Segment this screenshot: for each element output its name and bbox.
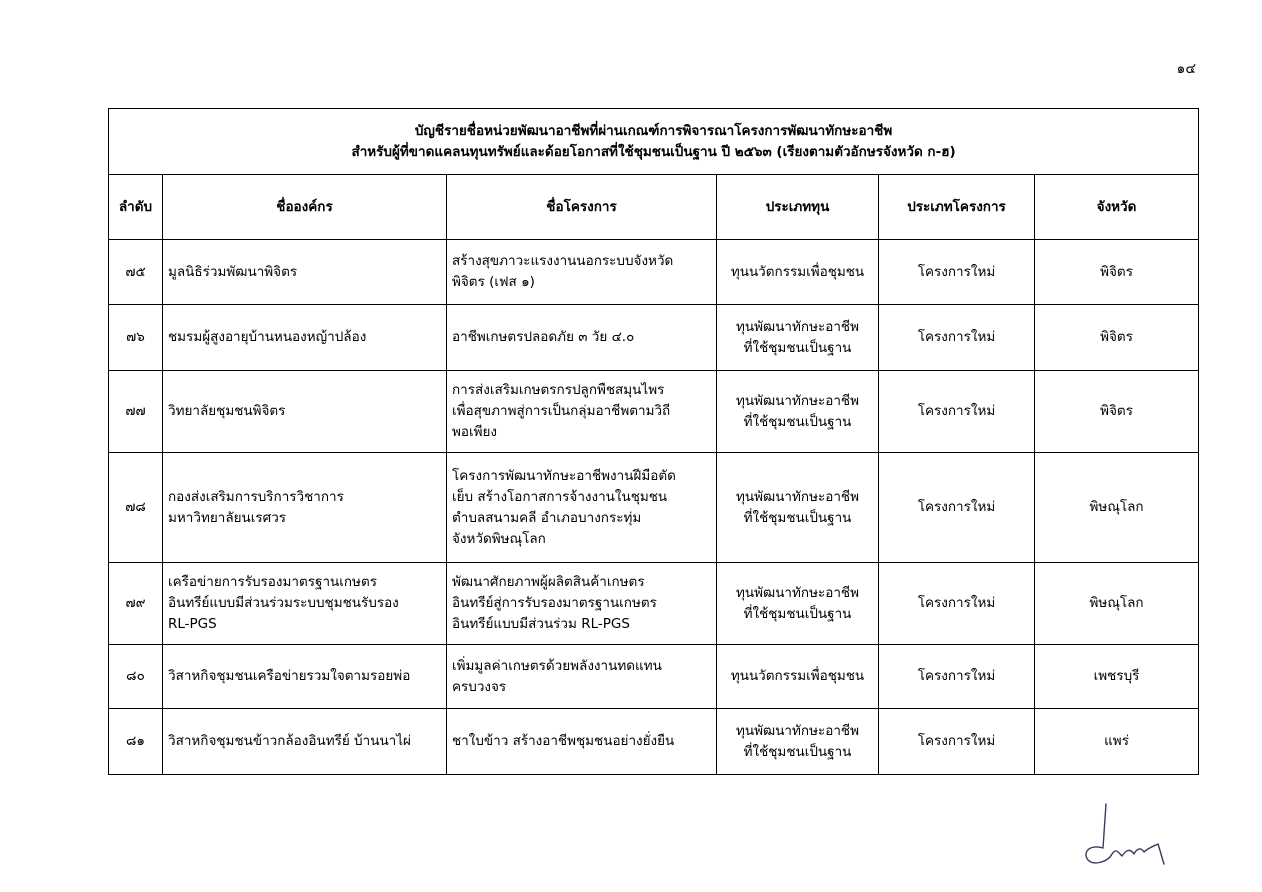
fund-type-line: ทุนนวัตกรรมเพื่อชุมชน [730, 668, 865, 684]
project-name-line: อินทรีย์สู่การรับรองมาตรฐานเกษตร [452, 595, 657, 611]
project-name-line: อาชีพเกษตรปลอดภัย ๓ วัย ๔.๐ [452, 329, 635, 345]
table-row [109, 563, 1199, 645]
project-name-line: เพื่อสุขภาพสู่การเป็นกลุ่มอาชีพตามวิถี [452, 403, 671, 419]
title-row [109, 109, 1199, 175]
table-row [109, 371, 1199, 453]
project-name-line: พิจิตร (เฟส ๑) [452, 274, 535, 290]
header-row [109, 175, 1199, 240]
fund-type-line: ทุนนวัตกรรมเพื่อชุมชน [730, 263, 865, 280]
table-title [109, 109, 1199, 175]
project-type: โครงการใหม่ [879, 453, 1035, 563]
project-name [447, 305, 717, 371]
table-row [109, 645, 1199, 709]
org-name-line: มูลนิธิร่วมพัฒนาพิจิตร [168, 263, 298, 280]
org-name-line: อินทรีย์แบบมีส่วนร่วมระบบชุมชนรับรอง [168, 595, 399, 611]
org-name-line: มหาวิทยาลัยนเรศวร [168, 509, 287, 526]
org-name [163, 453, 447, 563]
fund-type-line: ทุนพัฒนาทักษะอาชีพ [735, 318, 859, 335]
project-name-line: ชาใบข้าว สร้างอาชีพชุมชนอย่างยั่งยืน [452, 733, 675, 749]
fund-type-line: ที่ใช้ชุมชนเป็นฐาน [743, 413, 852, 430]
column-header-no: ลำดับ [109, 175, 163, 240]
fund-type-line: ที่ใช้ชุมชนเป็นฐาน [743, 339, 852, 356]
title-line-1: บัญชีรายชื่อหน่วยพัฒนาอาชีพที่ผ่านเกณฑ์การพิจารณาโครงการพัฒนาทักษะอาชีพ [414, 122, 893, 139]
project-type: โครงการใหม่ [879, 709, 1035, 775]
org-name [163, 645, 447, 709]
fund-type-line: ทุนพัฒนาทักษะอาชีพ [735, 488, 859, 505]
project-name-line: การส่งเสริมเกษตรกรปลูกพืชสมุนไพร [452, 382, 665, 398]
fund-type [717, 240, 879, 305]
fund-type [717, 453, 879, 563]
province: เพชรบุรี [1035, 645, 1199, 709]
project-name-line: อินทรีย์แบบมีส่วนร่วม RL-PGS [452, 616, 630, 632]
column-header-fund: ประเภททุน [717, 175, 879, 240]
row-number: ๘๐ [109, 645, 163, 709]
org-name-line: ชมรมผู้สูงอายุบ้านหนองหญ้าปล้อง [168, 329, 367, 345]
project-type: โครงการใหม่ [879, 563, 1035, 645]
project-type: โครงการใหม่ [879, 305, 1035, 371]
project-name [447, 709, 717, 775]
project-name-line: เย็บ สร้างโอกาสการจ้างงานในชุมชน [452, 488, 668, 505]
org-name [163, 240, 447, 305]
project-name-line: เพิ่มมูลค่าเกษตรด้วยพลังงานทดแทน [452, 657, 662, 674]
org-name-line: วิสาหกิจชุมชนข้าวกล้องอินทรีย์ บ้านนาไผ่ [168, 733, 411, 749]
province: พิษณุโลก [1035, 453, 1199, 563]
page-number: ๑๔ [1176, 61, 1196, 77]
org-name-line: RL-PGS [168, 616, 217, 632]
row-number: ๗๘ [109, 453, 163, 563]
project-name [447, 645, 717, 709]
row-number: ๗๙ [109, 563, 163, 645]
project-name [447, 453, 717, 563]
fund-type [717, 371, 879, 453]
table-row [109, 453, 1199, 563]
org-name [163, 305, 447, 371]
org-name-line: วิสาหกิจชุมชนเครือข่ายรวมใจตามรอยพ่อ [168, 668, 411, 684]
fund-type-line: ที่ใช้ชุมชนเป็นฐาน [743, 509, 852, 526]
project-type: โครงการใหม่ [879, 645, 1035, 709]
fund-type-line: ที่ใช้ชุมชนเป็นฐาน [743, 743, 852, 760]
project-type: โครงการใหม่ [879, 371, 1035, 453]
row-number: ๗๗ [109, 371, 163, 453]
province: แพร่ [1035, 709, 1199, 775]
project-name [447, 371, 717, 453]
fund-type [717, 645, 879, 709]
project-name-line: สร้างสุขภาวะแรงงานนอกระบบจังหวัด [452, 253, 674, 269]
fund-type [717, 709, 879, 775]
org-name-line: วิทยาลัยชุมชนพิจิตร [168, 403, 286, 419]
org-name [163, 563, 447, 645]
project-name-line: ครบวงจร [452, 678, 507, 695]
project-name [447, 563, 717, 645]
row-number: ๘๑ [109, 709, 163, 775]
province: พิจิตร [1035, 371, 1199, 453]
project-name-line: พอเพียง [452, 424, 498, 440]
project-name [447, 240, 717, 305]
row-number: ๗๖ [109, 305, 163, 371]
fund-type-line: ทุนพัฒนาทักษะอาชีพ [735, 584, 859, 601]
fund-type-line: ทุนพัฒนาทักษะอาชีพ [735, 392, 859, 409]
column-header-type: ประเภทโครงการ [879, 175, 1035, 240]
fund-type-line: ทุนพัฒนาทักษะอาชีพ [735, 722, 859, 739]
project-name-line: ตำบลสนามคลี อำเภอบางกระทุ่ม [452, 509, 642, 526]
fund-type [717, 563, 879, 645]
org-name [163, 371, 447, 453]
province: พิจิตร [1035, 240, 1199, 305]
province: พิจิตร [1035, 305, 1199, 371]
project-table [108, 108, 1199, 775]
fund-type-line: ที่ใช้ชุมชนเป็นฐาน [743, 605, 852, 622]
project-name-line: โครงการพัฒนาทักษะอาชีพงานฝีมือตัด [452, 467, 676, 484]
fund-type [717, 305, 879, 371]
title-line-2: สำหรับผู้ที่ขาดแคลนทุนทรัพย์และด้อยโอกาสที่ใช้ชุมชนเป็นฐาน ปี ๒๕๖๓ (เรียงตามตัวอักษรจังหวัด ก-ฮ) [351, 143, 956, 160]
province: พิษณุโลก [1035, 563, 1199, 645]
column-header-project: ชื่อโครงการ [447, 175, 717, 240]
table-row [109, 305, 1199, 371]
table-row [109, 240, 1199, 305]
column-header-province: จังหวัด [1035, 175, 1199, 240]
project-type: โครงการใหม่ [879, 240, 1035, 305]
table-row [109, 709, 1199, 775]
org-name-line: เครือข่ายการรับรองมาตรฐานเกษตร [168, 574, 377, 590]
signature [1078, 800, 1170, 872]
project-name-line: พัฒนาศักยภาพผู้ผลิตสินค้าเกษตร [452, 574, 645, 590]
org-name [163, 709, 447, 775]
row-number: ๗๕ [109, 240, 163, 305]
column-header-org: ชื่อองค์กร [163, 175, 447, 240]
project-name-line: จังหวัดพิษณุโลก [452, 530, 546, 547]
org-name-line: กองส่งเสริมการบริการวิชาการ [168, 488, 344, 505]
